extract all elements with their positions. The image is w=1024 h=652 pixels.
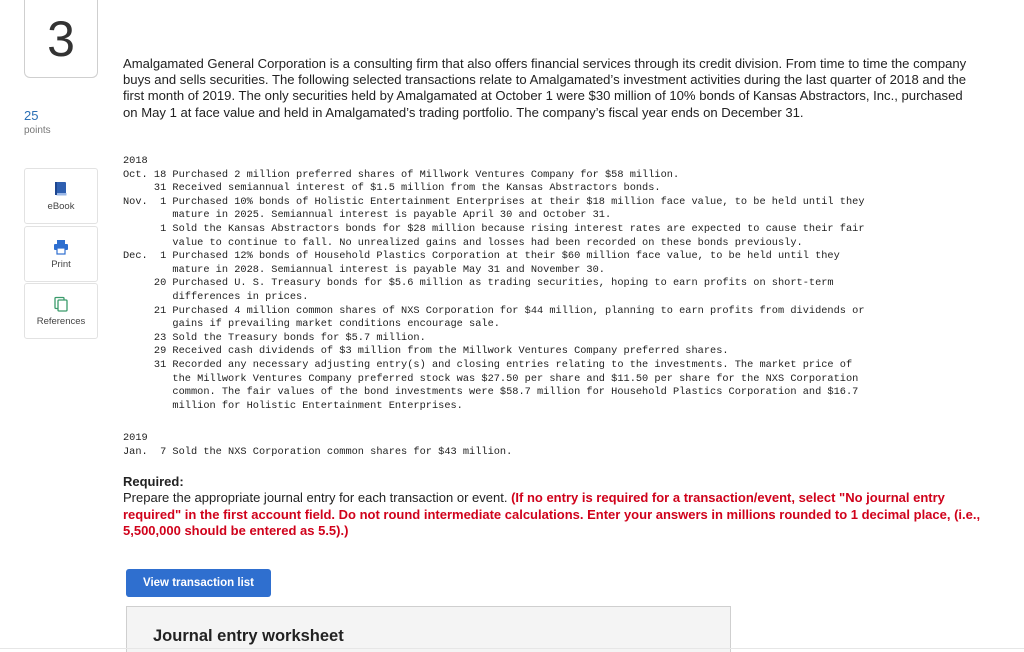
references-button[interactable]	[24, 283, 98, 339]
references-label: References	[36, 316, 86, 327]
question-number: 3	[24, 0, 98, 78]
problem-intro: Amalgamated General Corporation is a consulting firm that also offers financial services through its credit division. From time to time the company buys and sells securities. The following selected transactions relate to Amalgamated’s investment activities during the last quarter of 2018 and the first month of 2019. The only securities held by Amalgamated at October 1 were $30 million of 10% bonds of Kansas Abstractors, Inc., purchased on May 1 at face value and held in Amalgamated’s trading portfolio. The company’s fiscal year ends on December 31.	[123, 56, 967, 120]
book-icon	[53, 181, 69, 197]
required-section	[123, 474, 983, 540]
printer-icon	[53, 239, 69, 255]
page-bottom-divider	[0, 648, 1024, 649]
copy-icon	[53, 296, 69, 312]
transactions-2019: 2019 Jan. 7 Sold the NXS Corporation common shares for $43 million.	[123, 432, 513, 458]
journal-entry-worksheet	[126, 606, 731, 652]
points-label: points	[24, 125, 51, 136]
worksheet-title: Journal entry worksheet	[153, 627, 344, 645]
print-button[interactable]	[24, 226, 98, 282]
transactions-2018: 2018 Oct. 18 Purchased 2 million preferred shares of Millwork Ventures Company for $58 million. 31 Received semiannual interest of $1.5 million from the Kansas Abstractors bonds. Nov. 1 Purchased 10% bonds of Holistic Entertainment Enterprises at their $18 million face value, to be held until they mature in 2025. Semiannual interest is payable April 30 and October 31. 1 Sold the Kansas Abstractors bonds for $28 million because rising interest rates are expected to cause their fair value to continue to fall. No unrealized gains and losses had been recorded on these bonds previously. Dec. 1 Purchased 12% bonds of Household Plastics Corporation at their $60 million face value, to be held until they mature in 2028. Semiannual interest is payable May 31 and November 30. 20 Purchased U. S. Treasury bonds for $5.6 million as trading securities, hoping to earn profits on short-term differences in prices. 21 Purchased 4 million common shares of NXS Corporation for $44 million, planning to earn profits from dividends or gains if prevailing market conditions encourage sale. 23 Sold the Treasury bonds for $5.7 million. 29 Received cash dividends of $3 million from the Millwork Ventures Company preferred shares. 31 Recorded any necessary adjusting entry(s) and closing entries relating to the investments. The market price of the Millwork Ventures Company preferred stock was $27.50 per share and $11.50 per share for the NXS Corporation common. The fair values of the bond investments were $58.7 million for Household Plastics Corporation and $16.7 million for Holistic Entertainment Enterprises.	[123, 155, 865, 412]
ebook-label: eBook	[47, 201, 75, 212]
view-transaction-list-button[interactable]: View transaction list	[126, 569, 271, 597]
points-block	[24, 108, 84, 138]
required-instruction: (If no entry is required for a transaction/event, select "No journal entry required" in the first account field. Do not round intermediate calculations. Enter your answers in millions rounded to 1 decimal place, (i.e., 5,500,000 should be entered as 5.5).)	[123, 490, 981, 539]
required-text: Prepare the appropriate journal entry for each transaction or event.	[123, 490, 512, 506]
ebook-button[interactable]	[24, 168, 98, 224]
print-label: Print	[51, 259, 71, 270]
required-title: Required:	[123, 474, 184, 489]
points-value: 25	[24, 108, 39, 123]
